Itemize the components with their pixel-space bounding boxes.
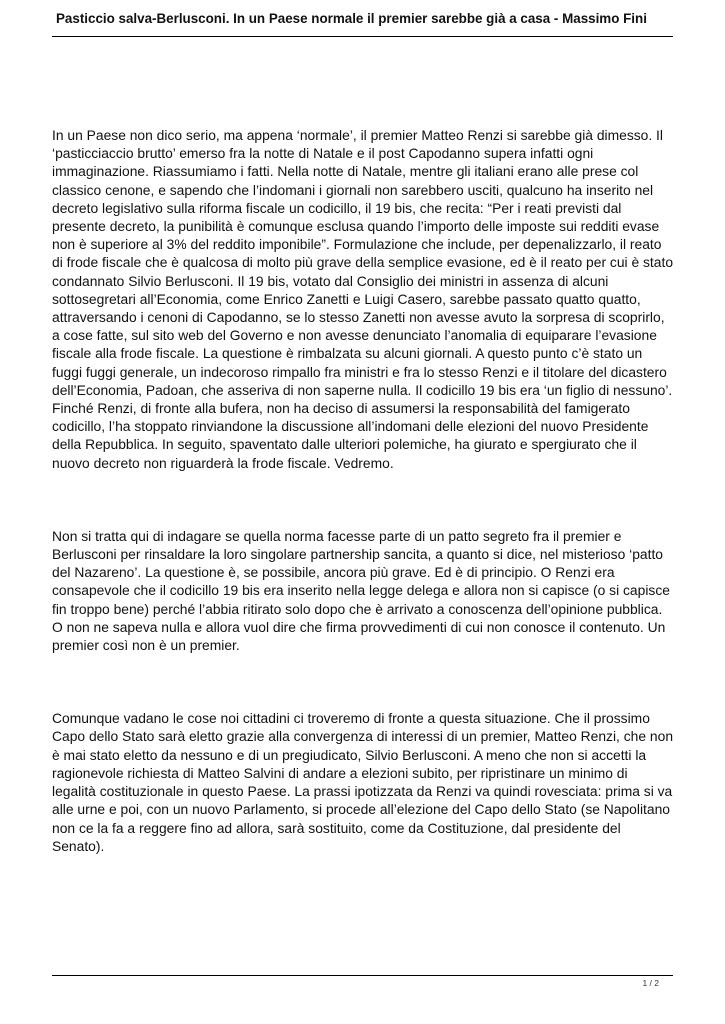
page-header (52, 10, 673, 37)
paragraph-1: In un Paese non dico serio, ma appena ‘normale’, il premier Matteo Renzi si sarebbe già dimesso. Il ‘pasticciaccio brutto’ emerso fra la notte di Natale e il post Capodanno supera infatti ogni immaginazione. Riassumiamo i fatti. Nella notte di Natale, mentre gli italiani erano alle prese col classico cenone, e sapendo che l’indomani i giornali non sarebbero usciti, qualcuno ha inserito nel decreto legislativo sulla riforma fiscale un codicillo, il 19 bis, che recita: “Per i reati previsti dal presente decreto, la punibilità è comunque esclusa quando l’importo delle imposte sui redditi evase non è superiore al 3% del reddito imponibile”. Formulazione che include, per depenalizzarlo, il reato di frode fiscale che è qualcosa di molto più grave della semplice evasione, ed è il reato per cui è stato condannato Silvio Berlusconi. Il 19 bis, votato dal Consiglio dei ministri in assenza di alcuni sottosegretari all’Economia, come Enrico Zanetti e Luigi Casero, sarebbe passato quatto quatto, attraversando i cenoni di Capodanno, se lo stesso Zanetti non avesse avuto la sorpresa di scoprirlo, a cose fatte, sul sito web del Governo e non avesse denunciato l’anomalia di equiparare l’evasione fiscale alla frode fiscale. La questione è rimbalzata su alcuni giornali. A questo punto c’è stato un fuggi fuggi generale, un indecoroso rimpallo fra ministri e fra lo stesso Renzi e il titolare del dicastero dell’Economia, Padoan, che asseriva di non saperne nulla. Il codicillo 19 bis era ‘un figlio di nessuno’. Finché Renzi, di fronte alla bufera, non ha deciso di assumersi la responsabilità del famigerato codicillo, l’ha stoppato rinviandone la discussione all’indomani delle elezioni del nuovo Presidente della Repubblica. In seguito, spaventato dalle ulteriori polemiche, ha giurato e spergiurato che il nuovo decreto non riguarderà la frode fiscale. Vedremo. (52, 127, 674, 471)
article-body (52, 126, 674, 855)
paragraph-3: Comunque vadano le cose noi cittadini ci troveremo di fronte a questa situazione. Che il prossimo Capo dello Stato sarà eletto grazie alla convergenza di interessi di un premier, Matteo Renzi, che non è mai stato eletto da nessuno e di un pregiudicato, Silvio Berlusconi. A meno che non si accetti la ragionevole richiesta di Matteo Salvini di andare a elezioni subito, per ripristinare un minimo di legalità costituzionale in questo Paese. La prassi ipotizzata da Renzi va quindi rovesciata: prima si va alle urne e poi, con un nuovo Parlamento, si procede all’elezione del Capo dello Stato (se Napolitano non ce la fa a reggere fino ad allora, sarà sostituito, come da Costituzione, dal presidente del Senato). (52, 710, 674, 854)
article-title: Pasticcio salva-Berlusconi. In un Paese normale il premier sarebbe già a casa - Massimo Fini (56, 11, 647, 26)
paragraph-2: Non si tratta qui di indagare se quella norma facesse parte di un patto segreto fra il premier e Berlusconi per rinsaldare la loro singolare partnership sancita, a quanto si dice, nel misterioso ‘patto del Nazareno’. La questione è, se possibile, ancora più grave. Ed è di principio. O Renzi era consapevole che il codicillo 19 bis era inserito nella legge delega e allora non si capisce (o si capisce fin troppo bene) perché l’abbia ritirato solo dopo che è arrivato a conoscenza dell’opinione pubblica. O non ne sapeva nulla e allora vuol dire che firma provvedimenti di cui non conosce il contenuto. Un premier così non è un premier. (52, 527, 670, 654)
page-number: 1 / 2 (642, 978, 659, 988)
footer-rule (52, 975, 673, 976)
